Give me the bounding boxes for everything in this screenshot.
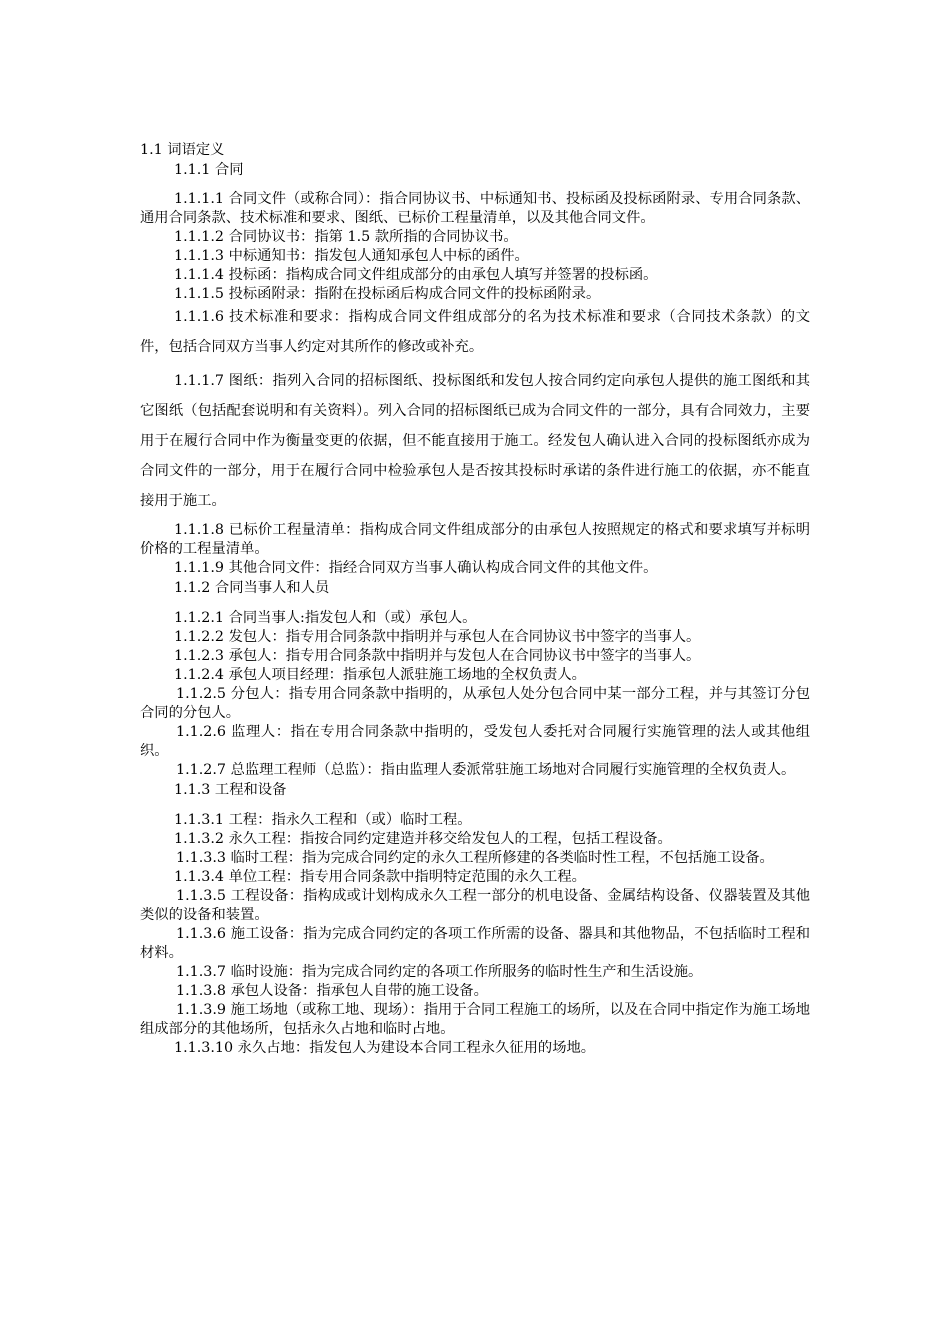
- subsection-heading-1-1-1: 1.1.1 合同: [174, 162, 244, 178]
- document-body: [140, 140, 810, 1058]
- clause-1-1-3-1: 1.1.3.1 工程：指永久工程和（或）临时工程。: [174, 812, 472, 828]
- clause-1-1-1-7: 1.1.1.7 图纸：指列入合同的招标图纸、投标图纸和发包人按合同约定向承包人提供的施工图纸和其它图纸（包括配套说明和有关资料）。列入合同的招标图纸已成为合同文件的一部分，具有合同效力，主要用于在履行合同中作为衡量变更的依据，但不能直接用于施工。经发包人确认进入合同的投标图纸亦成为合同文件的一部分，用于在履行合同中检验承包人是否按其投标时承诺的条件进行施工的依据，亦不能直接用于施工。: [140, 373, 810, 509]
- clause-1-1-1-3: 1.1.1.3 中标通知书：指发包人通知承包人中标的函件。: [174, 248, 529, 264]
- clause-1-1-2-7: 1.1.2.7 总监理工程师（总监）：指由监理人委派常驻施工场地对合同履行实施管理的全权负责人。: [176, 762, 796, 778]
- clause-1-1-1-9: 1.1.1.9 其他合同文件：指经合同双方当事人确认构成合同文件的其他文件。: [174, 560, 658, 576]
- clause-1-1-2-2: 1.1.2.2 发包人：指专用合同条款中指明并与承包人在合同协议书中签字的当事人。: [174, 629, 701, 645]
- clause-1-1-1-4: 1.1.1.4 投标函：指构成合同文件组成部分的由承包人填写并签署的投标函。: [174, 267, 658, 283]
- clause-1-1-3-9: 1.1.3.9 施工场地（或称工地、现场）：指用于合同工程施工的场所，以及在合同中指定作为施工场地组成部分的其他场所，包括永久占地和临时占地。: [140, 1002, 810, 1037]
- clause-1-1-1-5: 1.1.1.5 投标函附录：指附在投标函后构成合同文件的投标函附录。: [174, 286, 601, 302]
- clause-1-1-3-5: 1.1.3.5 工程设备：指构成或计划构成永久工程一部分的机电设备、金属结构设备、仪器装置及其他类似的设备和装置。: [140, 888, 810, 923]
- clause-1-1-3-6: 1.1.3.6 施工设备：指为完成合同约定的各项工作所需的设备、器具和其他物品，不包括临时工程和材料。: [140, 926, 810, 961]
- clause-1-1-2-5: 1.1.2.5 分包人：指专用合同条款中指明的，从承包人处分包合同中某一部分工程，并与其签订分包合同的分包人。: [140, 686, 810, 721]
- clause-1-1-1-1: 1.1.1.1 合同文件（或称合同）：指合同协议书、中标通知书、投标函及投标函附录、专用合同条款、通用合同条款、技术标准和要求、图纸、已标价工程量清单，以及其他合同文件。: [140, 191, 810, 226]
- clause-1-1-3-4: 1.1.3.4 单位工程：指专用合同条款中指明特定范围的永久工程。: [174, 869, 586, 885]
- clause-1-1-2-1: 1.1.2.1 合同当事人:指发包人和（或）承包人。: [174, 610, 477, 626]
- clause-1-1-1-8: 1.1.1.8 已标价工程量清单：指构成合同文件组成部分的由承包人按照规定的格式和要求填写并标明价格的工程量清单。: [140, 522, 810, 557]
- clause-1-1-3-8: 1.1.3.8 承包人设备：指承包人自带的施工设备。: [176, 983, 488, 999]
- clause-1-1-3-3: 1.1.3.3 临时工程：指为完成合同约定的永久工程所修建的各类临时性工程，不包括施工设备。: [176, 850, 774, 866]
- clause-1-1-1-2: 1.1.1.2 合同协议书：指第 1.5 款所指的合同协议书。: [174, 229, 518, 245]
- clause-1-1-3-10: 1.1.3.10 永久占地：指发包人为建设本合同工程永久征用的场地。: [174, 1040, 596, 1056]
- clause-1-1-1-6: 1.1.1.6 技术标准和要求：指构成合同文件组成部分的名为技术标准和要求（合同技术条款）的文件，包括合同双方当事人约定对其所作的修改或补充。: [140, 309, 810, 355]
- section-heading-1-1: 1.1 词语定义: [140, 142, 225, 158]
- clause-1-1-3-2: 1.1.3.2 永久工程：指按合同约定建造并移交给发包人的工程，包括工程设备。: [174, 831, 672, 847]
- clause-1-1-2-6: 1.1.2.6 监理人：指在专用合同条款中指明的，受发包人委托对合同履行实施管理的法人或其他组织。: [140, 724, 810, 759]
- subsection-heading-1-1-2: 1.1.2 合同当事人和人员: [174, 580, 330, 596]
- clause-1-1-3-7: 1.1.3.7 临时设施：指为完成合同约定的各项工作所服务的临时性生产和生活设施。: [176, 964, 703, 980]
- clause-1-1-2-3: 1.1.2.3 承包人：指专用合同条款中指明并与发包人在合同协议书中签字的当事人。: [174, 648, 701, 664]
- clause-1-1-2-4: 1.1.2.4 承包人项目经理：指承包人派驻施工场地的全权负责人。: [174, 667, 586, 683]
- subsection-heading-1-1-3: 1.1.3 工程和设备: [174, 782, 287, 798]
